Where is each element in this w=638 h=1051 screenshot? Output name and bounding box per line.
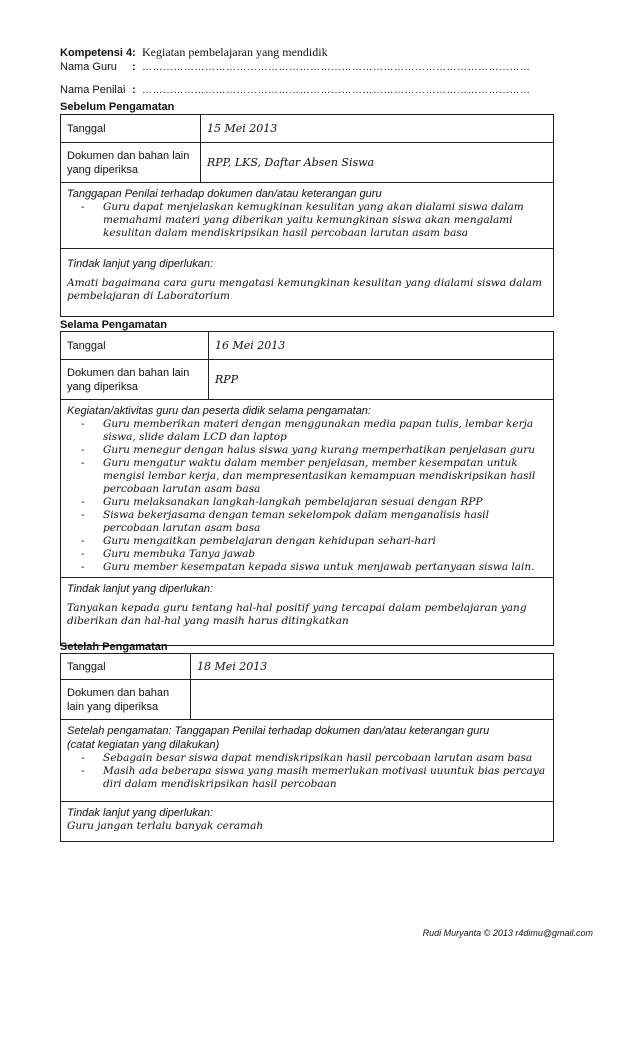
sebelum-tanggapan-cell	[61, 183, 554, 249]
setelah-table	[60, 653, 554, 842]
nama-guru-value: …………………………………………………………………………………………………	[142, 62, 531, 73]
sebelum-tanggapan-list	[67, 201, 547, 240]
list-item: - Guru mengaitkan pembelajaran dengan kehidupan sehari-hari	[103, 535, 547, 548]
selama-kegiatan-label: Kegiatan/aktivitas guru dan peserta didik selama pengamatan:	[67, 405, 371, 417]
selama-tanggal-value: 16 Mei 2013	[209, 332, 554, 360]
list-item: - Guru member kesempatan kepada siswa untuk menjawab pertanyaan siswa lain.	[103, 561, 547, 574]
list-item: - Guru melaksanakan langkah-langkah pembelajaran sesuai dengan RPP	[103, 496, 547, 509]
nama-penilai-value: …………………………………………………………………………………………………	[142, 85, 531, 96]
sebelum-tindak-label: Tindak lanjut yang diperlukan:	[67, 258, 214, 270]
nama-penilai-row	[60, 83, 531, 98]
kompetensi-colon: :	[132, 47, 136, 59]
sebelum-tanggapan-label: Tanggapan Penilai terhadap dokumen dan/atau keterangan guru	[67, 188, 382, 200]
list-item: - Guru membuka Tanya jawab	[103, 548, 547, 561]
setelah-tanggal-value: 18 Mei 2013	[191, 654, 554, 680]
setelah-tanggal-label: Tanggal	[61, 654, 191, 680]
selama-tanggal-label: Tanggal	[61, 332, 209, 360]
setelah-tindak-cell	[61, 802, 554, 842]
selama-kegiatan-cell	[61, 400, 554, 578]
setelah-title: Setelah Pengamatan	[60, 641, 168, 653]
setelah-tanggapan-cell	[61, 720, 554, 802]
list-item: - Guru menegur dengan halus siswa yang kurang memperhatikan penjelasan guru	[103, 444, 547, 457]
sebelum-title: Sebelum Pengamatan	[60, 101, 175, 113]
list-item: - Siswa bekerjasama dengan teman sekelompok dalam menganalisis hasil percobaan larutan asam basa	[103, 509, 547, 535]
sebelum-tanggal-value: 15 Mei 2013	[201, 115, 554, 143]
setelah-tindak-value: Guru jangan terlalu banyak ceramah	[67, 820, 264, 832]
footer-credit: Rudi Muryanta © 2013 r4dimu@gmail.com	[422, 928, 593, 938]
setelah-tanggapan-label: Setelah pengamatan: Tanggapan Penilai terhadap dokumen dan/atau keterangan guru	[67, 725, 490, 737]
selama-dokumen-value: RPP	[209, 360, 554, 400]
nama-penilai-colon: :	[132, 84, 136, 96]
selama-dokumen-label: Dokumen dan bahan lain yang diperiksa	[61, 360, 209, 400]
selama-kegiatan-list	[67, 418, 547, 574]
selama-tindak-label: Tindak lanjut yang diperlukan:	[67, 583, 214, 595]
selama-tindak-value: Tanyakan kepada guru tentang hal-hal positif yang tercapai dalam pembelajaran yang diberikan dan hal-hal yang masih harus ditingkatkan	[67, 602, 527, 627]
sebelum-dokumen-label: Dokumen dan bahan lain yang diperiksa	[61, 143, 201, 183]
selama-table	[60, 331, 554, 646]
setelah-dokumen-value	[191, 680, 554, 720]
nama-guru-row	[60, 60, 531, 75]
list-item: - Sebagain besar siswa dapat mendiskripsikan hasil percobaan larutan asam basa	[103, 752, 547, 765]
nama-guru-label: Nama Guru	[60, 61, 117, 73]
selama-tindak-cell	[61, 578, 554, 646]
sebelum-tindak-value: Amati bagaimana cara guru mengatasi kemungkinan kesulitan yang dialami siswa dalam pembelajaran di Laboratorium	[67, 277, 542, 302]
sebelum-tanggal-label: Tanggal	[61, 115, 201, 143]
setelah-tindak-label: Tindak lanjut yang diperlukan:	[67, 807, 214, 819]
list-item: - Guru memberikan materi dengan menggunakan media papan tulis, lembar kerja siswa, slide dalam LCD dan laptop	[103, 418, 547, 444]
kompetensi-row	[60, 45, 328, 60]
kompetensi-label: Kompetensi 4	[60, 47, 133, 59]
list-item: - Masih ada beberapa siswa yang masih memerlukan motivasi uuuntuk bias percaya diri dalam mendiskripsikan hasil percobaan	[103, 765, 547, 791]
sebelum-tindak-cell	[61, 249, 554, 317]
selama-title: Selama Pengamatan	[60, 319, 167, 331]
list-item: - Guru dapat menjelaskan kemugkinan kesulitan yang akan dialami siswa dalam memahami materi yang diberikan yaitu kemungkinan siswa akan mengalami kesulitan dalam mendiskripsikan hasil percobaan larutan asam basa	[103, 201, 547, 240]
sebelum-table	[60, 114, 554, 317]
sebelum-dokumen-value: RPP, LKS, Daftar Absen Siswa	[201, 143, 554, 183]
setelah-dokumen-label: Dokumen dan bahan lain yang diperiksa	[61, 680, 191, 720]
kompetensi-value: Kegiatan pembelajaran yang mendidik	[142, 45, 328, 59]
setelah-tanggapan-list	[67, 752, 547, 791]
setelah-tanggapan-sub: (catat kegiatan yang dilakukan)	[67, 739, 220, 751]
list-item: - Guru mengatur waktu dalam member penjelasan, member kesempatan untuk mengisi lembar kerja, dan mempresentasikan kemampuan mendiskripsikan hasil percobaan larutan asam basa	[103, 457, 547, 496]
nama-guru-colon: :	[132, 61, 136, 73]
nama-penilai-label: Nama Penilai	[60, 84, 126, 96]
